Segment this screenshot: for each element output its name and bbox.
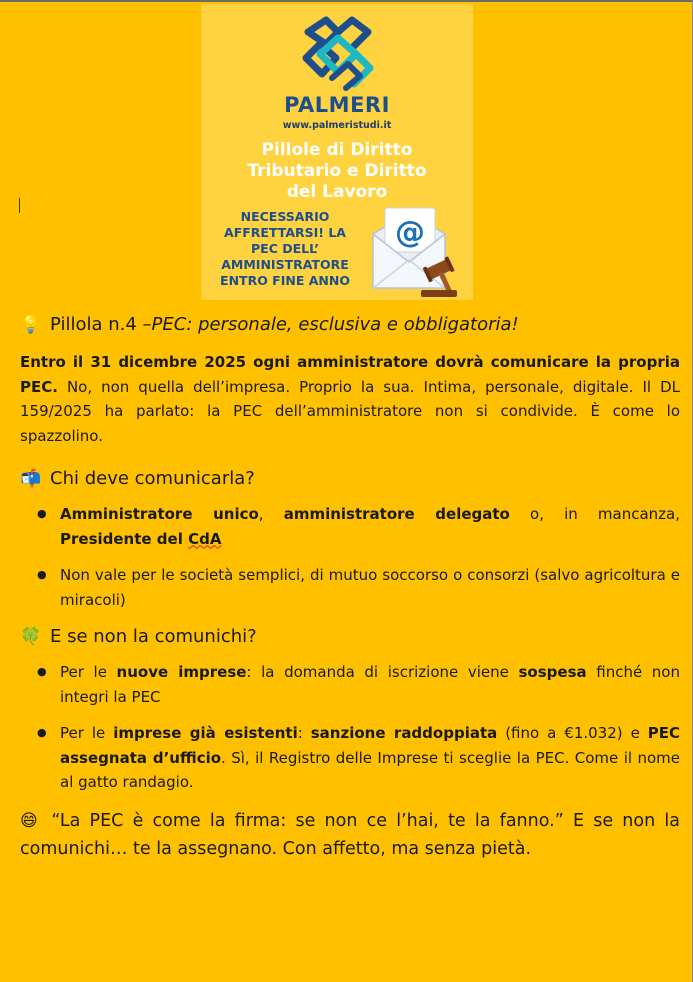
clover-icon: 🍀 [20,627,42,647]
notice-line: PEC DELL’ [251,241,319,256]
bullet-icon: ● [37,726,47,739]
intro-bold: Entro il 31 dicembre 2025 ogni amministratore dovrà comunicare la propria PEC. [20,353,680,396]
bullet-icon: ● [37,568,47,581]
section-heading-who [20,466,680,492]
item-bold-misspelled: CdA [188,529,222,548]
subtitle-line: Pillole di Diritto [261,140,413,160]
section-title: E se non la comunichi? [50,626,257,647]
section-heading-consequences [20,624,680,650]
bullet-icon: ● [37,665,47,678]
banner-subtitle [201,140,473,203]
item-bold: sanzione raddoppiata [310,724,498,742]
closing-text: “La PEC è come la firma: se non ce l’hai, te la fanno.” E se non la comunichi… te la assegnano. Con affetto, ma senza pietà. [20,810,680,859]
subtitle-line: del Lavoro [286,182,388,202]
list-item [20,660,680,709]
notice-line: ENTRO FINE ANNO [220,273,350,288]
item-text: (fino a €1.032) e [497,724,648,742]
item-text: : la domanda di iscrizione viene [246,663,519,681]
grinning-face-icon: 😄 [20,810,42,831]
item-bold: imprese già esistenti [113,724,298,742]
notice-line: AMMINISTRATORE [221,257,349,272]
item-bold: amministratore delegato [283,505,510,523]
mailbox-icon: 📬 [20,469,42,489]
email-envelope-icon [369,204,471,300]
at-sign: @ [395,215,425,250]
lightbulb-icon: 💡 [20,315,42,335]
list-item [20,721,680,795]
intro-paragraph [20,350,680,448]
item-text: . Sì, il Registro delle Imprese ti sceglie la PEC. Come il nome al gatto randagio. [60,748,680,791]
list-item [20,502,680,551]
item-bold: PEC assegnata d’ufficio [60,724,681,767]
item-text: Non vale per le società semplici, di mutuo soccorso o consorzi (salvo agricoltura e miracoli) [60,566,680,609]
who-list [20,502,680,612]
consequences-list [20,660,680,795]
brand-name: PALMERI [284,93,390,117]
text-cursor [19,198,20,213]
banner-notice [205,209,365,289]
palmeri-logo-icon [296,14,380,92]
item-text: Per le [60,663,117,681]
item-text: , [258,505,284,523]
closing-paragraph [20,807,680,863]
item-text: finché non integri la PEC [60,663,680,706]
item-bold: Amministratore unico [60,505,259,523]
intro-text: No, non quella dell’impresa. Proprio la sua. Intima, personale, digitale. Il DL 159/2025 ha parlato: la PEC dell’amministratore non si condivide. È come lo spazzolino. [20,377,680,445]
notice-line: AFFRETTARSI! LA [224,225,346,240]
list-item [20,563,680,612]
website-text: www.palmeristudi.it [282,120,392,131]
bullet-icon: ● [37,507,47,520]
palmeri-banner [201,4,473,300]
item-text: o, in mancanza, [509,505,680,523]
subtitle-line: Tributario e Diritto [247,161,427,181]
item-bold: nuove imprese [116,663,247,681]
item-bold: sospesa [518,663,587,681]
article-content [20,312,680,880]
item-bold: Presidente del [60,529,189,548]
notice-line: NECESSARIO [240,209,330,224]
article-heading [20,312,680,338]
heading-title: PEC: personale, esclusiva e obbligatoria! [151,314,519,335]
item-text: : [297,724,311,742]
heading-prefix: Pillola n.4 – [50,314,152,335]
item-text: Per le [60,724,114,742]
section-title: Chi deve comunicarla? [50,468,255,489]
